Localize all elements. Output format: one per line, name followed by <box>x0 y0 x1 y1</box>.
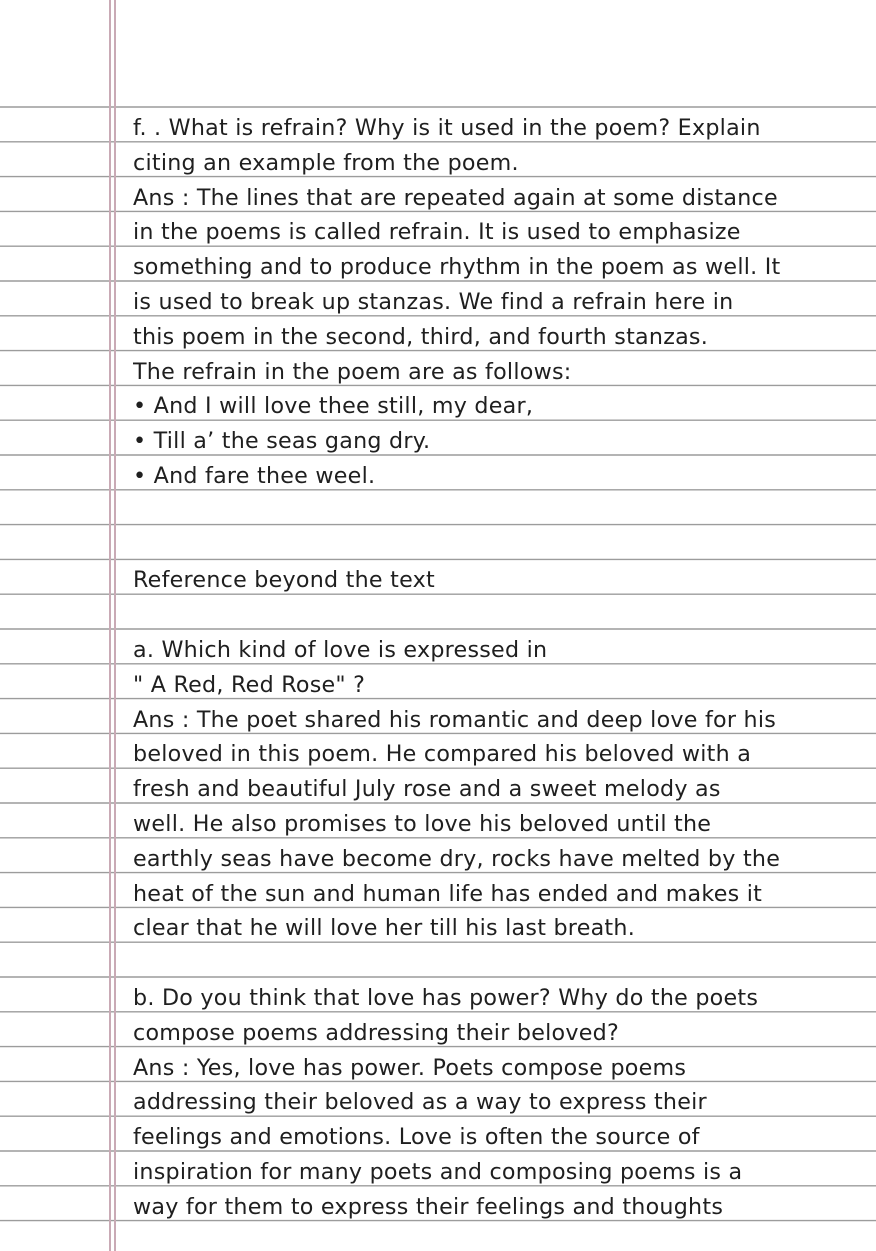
text-line: feelings and emotions. Love is often the source of <box>133 1124 700 1151</box>
text-line: citing an example from the poem. <box>133 149 519 176</box>
text-line: inspiration for many poets and composing poems is a <box>133 1158 743 1185</box>
section-heading: Reference beyond the text <box>133 567 435 594</box>
text-line: • And fare thee weel. <box>133 462 376 489</box>
text-line: The refrain in the poem are as follows: <box>133 358 572 385</box>
text-line: " A Red, Red Rose" ? <box>133 671 366 698</box>
text-line <box>133 595 868 630</box>
text-line: well. He also promises to love his beloved until the <box>133 810 712 837</box>
text-line: Ans : The poet shared his romantic and deep love for his <box>133 706 777 733</box>
text-line: • Till a’ the seas gang dry. <box>133 428 431 455</box>
text-line: way for them to express their feelings and thoughts <box>133 1193 724 1220</box>
text-line: b. Do you think that love has power? Why do the poets <box>133 984 759 1011</box>
text-line: f. . What is refrain? Why is it used in the poem? Explain <box>133 115 761 141</box>
text-line: • And I will love thee still, my dear, <box>133 393 534 420</box>
margin-line-right <box>114 0 116 1251</box>
text-line: a. Which kind of love is expressed in <box>133 636 548 663</box>
text-line: in the poems is called refrain. It is used to emphasize <box>133 219 741 246</box>
text-line <box>133 526 868 561</box>
text-line: earthly seas have become dry, rocks have melted by the <box>133 845 781 872</box>
text-line: this poem in the second, third, and fourth stanzas. <box>133 323 709 350</box>
text-line: clear that he will love her till his last breath. <box>133 915 635 942</box>
text-line: compose poems addressing their beloved? <box>133 1019 619 1046</box>
margin-line-left <box>109 0 111 1251</box>
text-line: beloved in this poem. He compared his beloved with a <box>133 741 752 768</box>
text-line: Ans : The lines that are repeated again at some distance <box>133 184 778 211</box>
text-line: addressing their beloved as a way to express their <box>133 1089 707 1116</box>
text-line: heat of the sun and human life has ended and makes it <box>133 880 763 907</box>
text-line: is used to break up stanzas. We find a refrain here in <box>133 288 734 315</box>
text-line: Ans : Yes, love has power. Poets compose poems <box>133 1054 687 1081</box>
text-line <box>133 943 868 978</box>
text-line: fresh and beautiful July rose and a sweet melody as <box>133 776 721 803</box>
handwritten-text-block <box>133 108 868 1222</box>
text-line <box>133 491 868 526</box>
text-line: something and to produce rhythm in the poem as well. It <box>133 254 781 281</box>
